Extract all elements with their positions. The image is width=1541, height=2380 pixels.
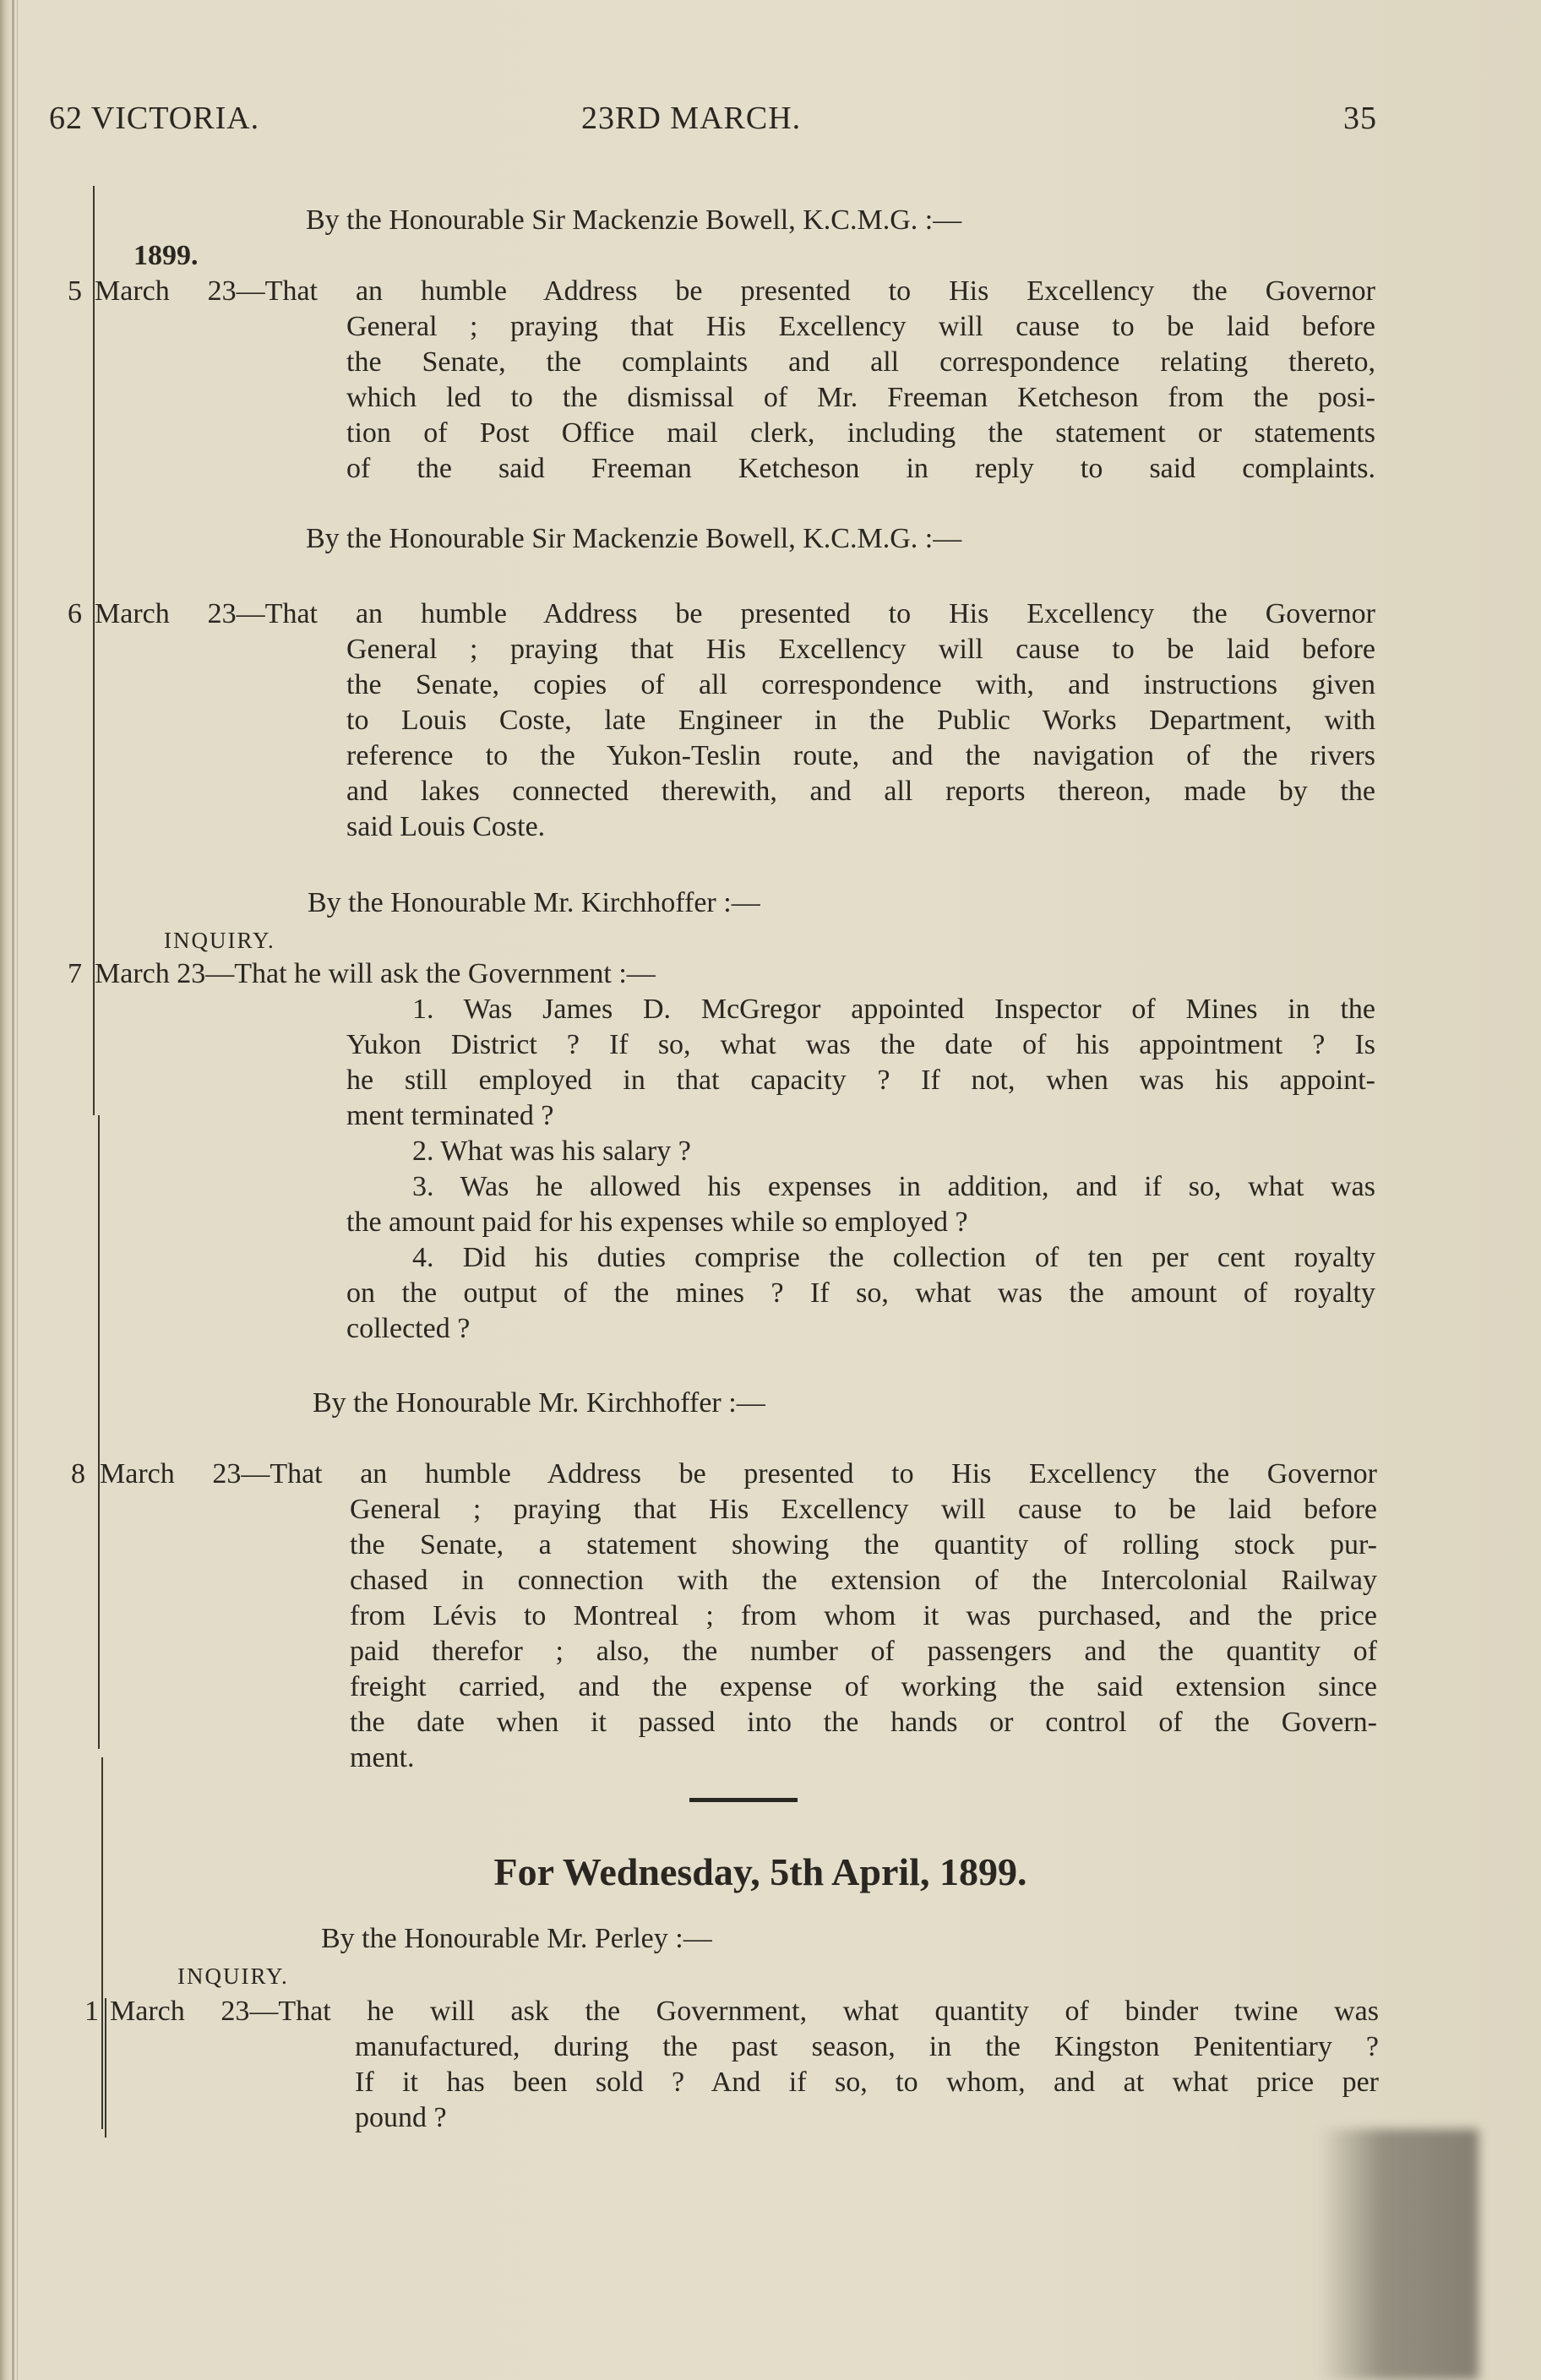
entry-number: 7 [68,958,82,989]
text-line: 3. Was he allowed his expenses in addition, and if so, what was [412,1171,1375,1202]
text-line: said Louis Coste. [346,811,546,842]
binding-edge-inner [17,0,18,2380]
text-line: pound ? [355,2102,447,2133]
margin-rule [98,1115,100,1749]
running-header [49,100,1377,150]
entry-number: 1 [84,1996,99,2027]
text-line: and lakes connected therewith, and all reports thereon, made by the [346,776,1375,807]
motion-lead: March 23—That an humble Address be presented to His Excellency the Governor [95,275,1375,307]
entry-number: 8 [71,1458,85,1490]
motion-lead: March 23—That an humble Address be presented to His Excellency the Governor [100,1458,1377,1490]
motion-body [346,309,1375,487]
margin-rule [101,1757,103,2129]
text-line: tion of Post Office mail clerk, including the statement or statements [346,417,1375,449]
text-line: General ; praying that His Excellency will cause to be laid before [346,311,1375,342]
text-line: 2. What was his salary ? [412,1136,691,1167]
entry-number: 6 [68,598,82,629]
motion-body [355,2029,1379,2136]
motion-entry [95,596,1375,632]
motion-body [346,992,1375,1347]
text-line: ment terminated ? [346,1100,554,1131]
year-label: 1899. [133,240,199,271]
margin-rule [105,1998,106,2138]
motion-entry [110,1994,1379,2029]
motion-body [350,1492,1377,1776]
text-line: the Senate, copies of all correspondence with, and instructions given [346,669,1375,700]
text-line: freight carried, and the expense of working the said extension since [350,1671,1377,1702]
motion-lead: March 23—That he will ask the Government :— [95,958,656,989]
text-line: paid therefor ; also, the number of passengers and the quantity of [350,1636,1377,1667]
text-line: which led to the dismissal of Mr. Freeman Ketcheson from the posi- [346,382,1375,413]
text-line: ment. [350,1742,415,1773]
mover-line: By the Honourable Sir Mackenzie Bowell, K.C.M.G. :— [306,523,962,554]
text-line: from Lévis to Montreal ; from whom it was purchased, and the price [350,1600,1377,1631]
binding-edge [12,0,14,2380]
inquiry-label: INQUIRY. [177,1963,289,1989]
header-date: 23RD MARCH. [581,101,802,136]
inquiry-label: INQUIRY. [164,928,275,953]
text-line: he still employed in that capacity ? If not, when was his appoint- [346,1065,1375,1096]
motion-entry [100,1457,1377,1492]
text-line: chased in connection with the extension of the Intercolonial Railway [350,1565,1377,1596]
mover-line: By the Honourable Mr. Kirchhoffer :— [308,887,760,918]
text-line: to Louis Coste, late Engineer in the Public Works Department, with [346,705,1375,736]
motion-lead: March 23—That an humble Address be presented to His Excellency the Governor [95,598,1375,629]
text-line: reference to the Yukon-Teslin route, and the navigation of the rivers [346,740,1375,771]
text-line: the amount paid for his expenses while so employed ? [346,1206,968,1238]
mover-line: By the Honourable Mr. Kirchhoffer :— [313,1387,765,1419]
text-line: collected ? [346,1313,471,1344]
text-line: of the said Freeman Ketcheson in reply to said complaints. [346,453,1375,484]
scan-shadow [1318,2129,1478,2380]
section-heading: For Wednesday, 5th April, 1899. [493,1850,1027,1893]
header-session: 62 VICTORIA. [49,101,260,136]
motion-entry [95,274,1375,309]
mover-line: By the Honourable Mr. Perley :— [321,1923,712,1954]
entry-number: 5 [68,275,82,307]
motion-lead: March 23—That he will ask the Government, what quantity of binder twine was [110,1996,1379,2027]
page-number: 35 [1343,101,1377,136]
text-line: General ; praying that His Excellency will cause to be laid before [346,634,1375,665]
text-line: Yukon District ? If so, what was the date of his appointment ? Is [346,1029,1375,1060]
text-line: 4. Did his duties comprise the collection of ten per cent royalty [412,1242,1375,1273]
mover-line: By the Honourable Sir Mackenzie Bowell, K.C.M.G. :— [306,204,962,236]
text-line: General ; praying that His Excellency will cause to be laid before [350,1494,1377,1525]
text-line: the Senate, the complaints and all correspondence relating thereto, [346,346,1375,378]
text-line: the date when it passed into the hands or control of the Govern- [350,1707,1377,1738]
section-divider [689,1798,798,1802]
text-line: manufactured, during the past season, in the Kingston Penitentiary ? [355,2031,1379,2062]
text-line: on the output of the mines ? If so, what was the amount of royalty [346,1277,1375,1309]
text-line: If it has been sold ? And if so, to whom, and at what price per [355,2067,1379,2098]
text-line: 1. Was James D. McGregor appointed Inspector of Mines in the [412,994,1375,1025]
text-line: the Senate, a statement showing the quantity of rolling stock pur- [350,1529,1377,1560]
motion-body [346,632,1375,845]
